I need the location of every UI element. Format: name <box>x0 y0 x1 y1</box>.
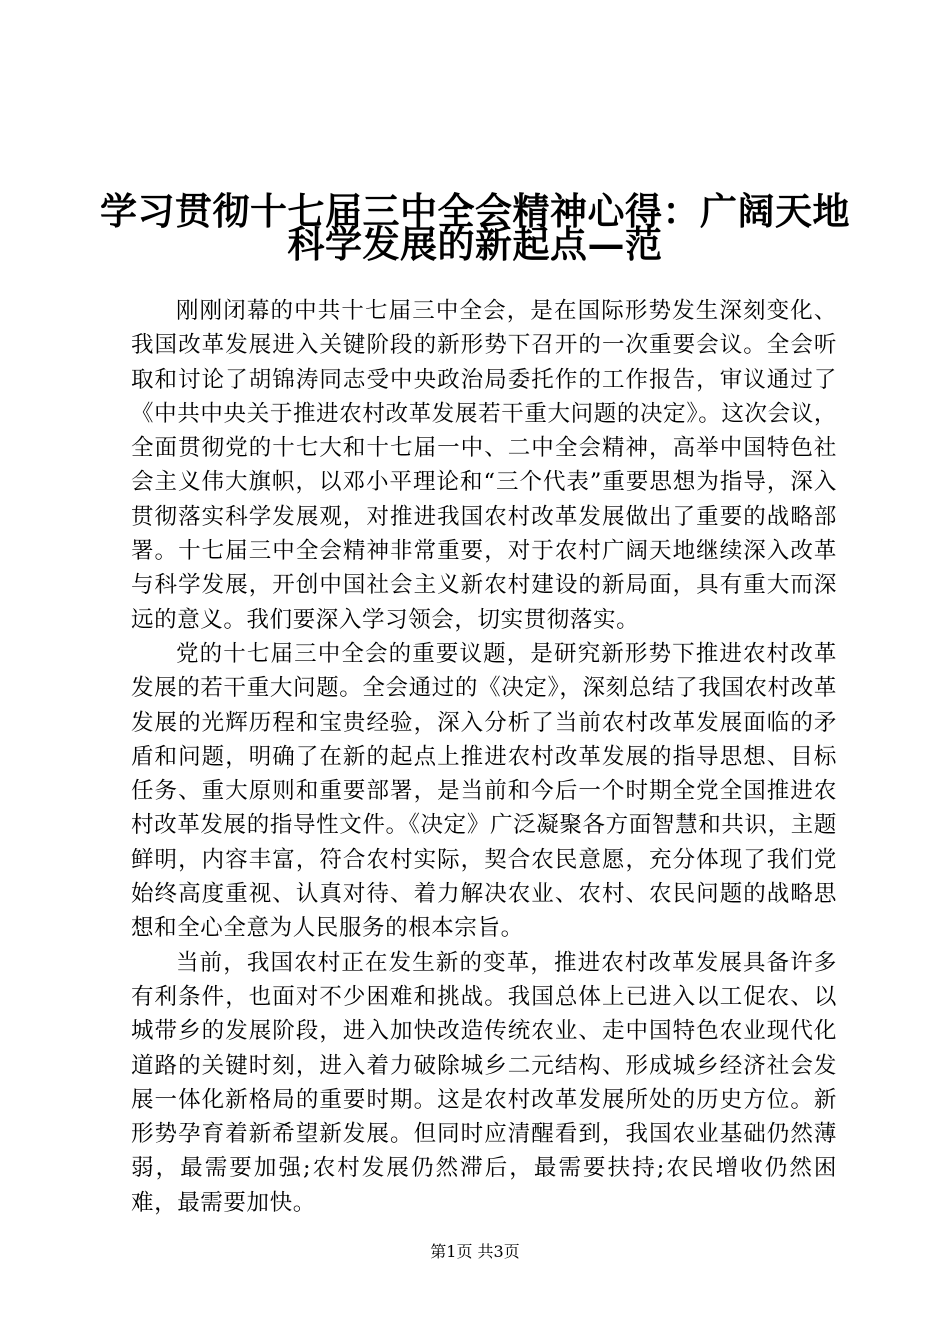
paragraph-3: 当前，我国农村正在发生新的变革，推进农村改革发展具备许多有利条件，也面对不少困难和挑战。我国总体上已进入以工促农、以城带乡的发展阶段，进入加快改造传统农业、走中国特色农业现代化道路的关键时刻，进入着力破除城乡二元结构、形成城乡经济社会发展一体化新格局的重要时期。这是农村改革发展所处的历史方位。新形势孕育着新希望新发展。但同时应清醒看到，我国农业基础仍然薄弱，最需要加强;农村发展仍然滞后，最需要扶持;农民增收仍然困难，最需要加快。 <box>131 949 837 1216</box>
paragraph-1: 刚刚闭幕的中共十七届三中全会，是在国际形势发生深刻变化、我国改革发展进入关键阶段的新形势下召开的一次重要会议。全会听取和讨论了胡锦涛同志受中央政治局委托作的工作报告，审议通过了《中共中央关于推进农村改革发展若干重大问题的决定》。这次会议，全面贯彻党的十七大和十七届一中、二中全会精神，高举中国特色社会主义伟大旗帜，以邓小平理论和“三个代表”重要思想为指导，深入贯彻落实科学发展观，对推进我国农村改革发展做出了重要的战略部署。十七届三中全会精神非常重要，对于农村广阔天地继续深入改革与科学发展，开创中国社会主义新农村建设的新局面，具有重大而深远的意义。我们要深入学习领会，切实贯彻落实。 <box>131 298 837 633</box>
paragraph-2: 党的十七届三中全会的重要议题，是研究新形势下推进农村改革发展的若干重大问题。全会通过的《决定》，深刻总结了我国农村改革发展的光辉历程和宝贵经验，深入分析了当前农村改革发展面临的矛盾和问题，明确了在新的起点上推进农村改革发展的指导思想、目标任务、重大原则和重要部署，是当前和今后一个时期全党全国推进农村改革发展的指导性文件。《决定》广泛凝聚各方面智慧和共识，主题鲜明，内容丰富，符合农村实际，契合农民意愿，充分体现了我们党始终高度重视、认真对待、着力解决农业、农村、农民问题的战略思想和全心全意为人民服务的根本宗旨。 <box>131 640 837 942</box>
document-title-line-2: 科学发展的新起点—范 <box>287 222 663 266</box>
page-number-footer: 第1页 共3页 <box>430 1242 520 1261</box>
document-body <box>131 294 837 1220</box>
document-title-line-1: 学习贯彻十七届三中全会精神心得：广阔天地 <box>100 189 850 233</box>
